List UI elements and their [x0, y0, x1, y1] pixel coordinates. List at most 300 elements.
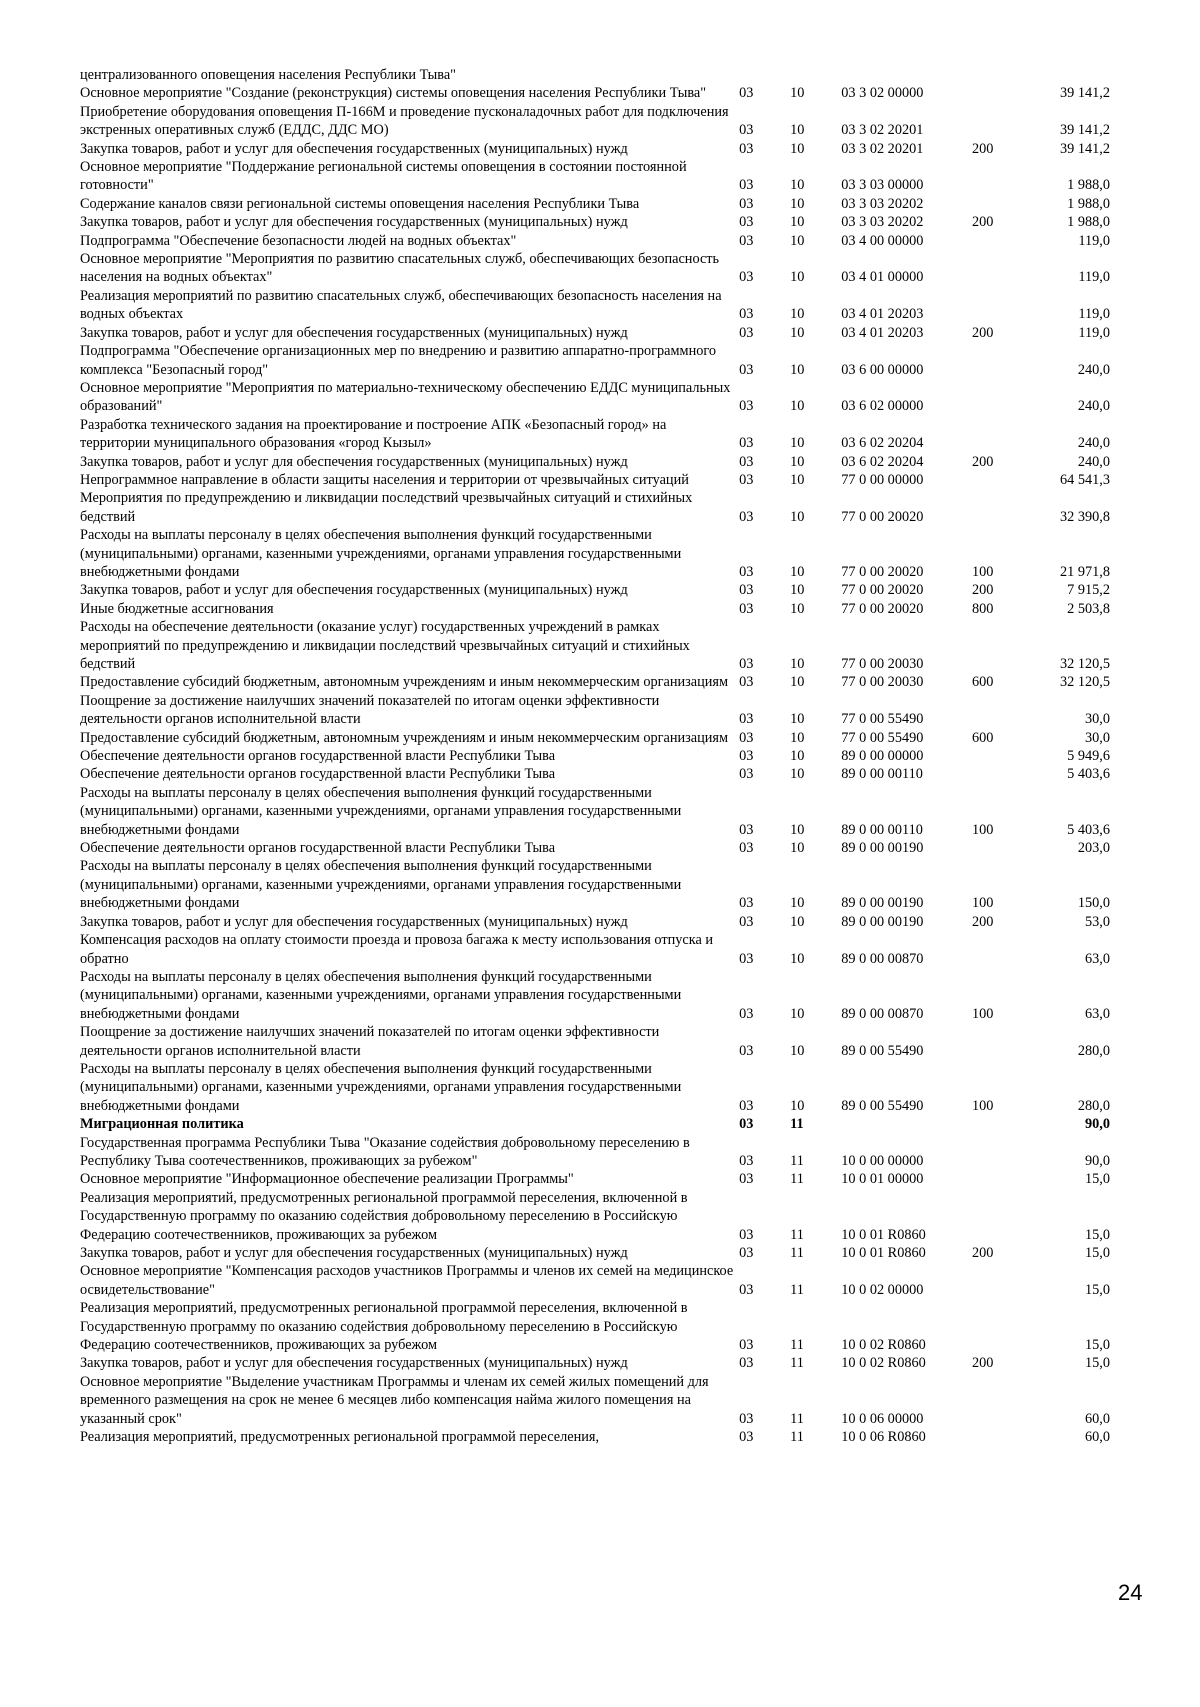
- row-subsection: 10: [790, 600, 805, 617]
- row-target-article: 10 0 06 00000: [841, 1410, 924, 1427]
- row-name: Основное мероприятие "Компенсация расходов участников Программы и членов их семей на медицинское освидетельствование": [80, 1263, 734, 1298]
- row-amount: 240,0: [1077, 398, 1110, 415]
- table-row: [80, 618, 1110, 673]
- row-amount: 15,0: [1084, 1226, 1110, 1243]
- table-row: [80, 600, 1110, 618]
- row-amount: 7 915,2: [1067, 582, 1110, 599]
- table-row: [80, 765, 1110, 783]
- row-subsection: 10: [790, 195, 805, 212]
- row-target-article: 89 0 00 55490: [841, 1097, 924, 1114]
- row-section: 03: [739, 1042, 754, 1059]
- row-section: 03: [739, 582, 754, 599]
- row-target-article: [841, 66, 972, 84]
- row-name: Миграционная политика: [80, 1116, 244, 1133]
- row-section: 03: [739, 950, 754, 967]
- row-name: Закупка товаров, работ и услуг для обеспечения государственных (муниципальных) нужд: [80, 1245, 628, 1261]
- row-subsection: 10: [790, 232, 805, 249]
- row-name: Подпрограмма "Обеспечение безопасности людей на водных объектах": [80, 232, 517, 249]
- row-expense-type: [972, 839, 1028, 857]
- row-amount: 32 390,8: [1059, 508, 1110, 525]
- row-name: Реализация мероприятий по развитию спасательных служб, обеспечивающих безопасность населения на водных объектах: [80, 287, 722, 323]
- row-name: Государственная программа Республики Тыва "Оказание содействия добровольному переселению в Республику Тыва соотечественников, проживающих за рубежом": [80, 1134, 690, 1169]
- row-amount: 280,0: [1077, 1042, 1110, 1059]
- row-subsection: 10: [790, 398, 805, 415]
- row-amount: 15,0: [1084, 1281, 1110, 1298]
- row-subsection: 10: [790, 471, 805, 488]
- row-subsection: 11: [790, 1116, 804, 1133]
- row-subsection: 10: [790, 711, 805, 728]
- row-expense-type: [972, 765, 1028, 783]
- row-target-article: [841, 1115, 972, 1133]
- row-target-article: 77 0 00 20030: [841, 656, 924, 672]
- row-section: 03: [739, 398, 754, 415]
- row-target-article: 03 6 02 00000: [841, 398, 924, 415]
- row-subsection: 10: [790, 85, 805, 102]
- row-subsection: 11: [790, 1226, 804, 1243]
- row-target-article: 89 0 00 00110: [841, 821, 923, 838]
- row-name: Основное мероприятие "Создание (реконструкция) системы оповещения населения Республики Тыва": [80, 85, 707, 102]
- row-subsection: 10: [790, 1097, 805, 1114]
- row-name: Расходы на выплаты персоналу в целях обеспечения выполнения функций государственными (муниципальными) органами, казенными учреждениями, органами управления государственными внебюджетными фондами: [80, 968, 682, 1022]
- row-amount: 1 988,0: [1067, 214, 1110, 231]
- row-subsection: 11: [790, 1152, 804, 1169]
- row-target-article: 03 4 01 20203: [841, 324, 924, 341]
- row-target-article: 03 3 02 20201: [841, 140, 924, 157]
- row-expense-type: [972, 1373, 1028, 1428]
- row-name: централизованного оповещения населения Республики Тыва": [80, 67, 457, 83]
- row-section: 03: [739, 122, 754, 139]
- row-section: 03: [739, 453, 754, 470]
- row-amount: 1 988,0: [1067, 195, 1110, 212]
- row-expense-type: [972, 1115, 1028, 1133]
- row-expense-type: [972, 618, 1028, 673]
- row-target-article: 03 3 02 20201: [841, 122, 924, 139]
- row-target-article: 03 4 00 00000: [841, 232, 924, 249]
- row-target-article: 77 0 00 00000: [841, 471, 924, 488]
- table-row: [80, 581, 1110, 599]
- row-amount: 30,0: [1084, 711, 1110, 728]
- row-target-article: 03 3 03 00000: [841, 177, 924, 194]
- row-amount: 2 503,8: [1067, 600, 1110, 617]
- row-section: 03: [739, 471, 754, 488]
- row-target-article: 03 6 02 20204: [841, 435, 924, 452]
- table-row: [80, 1134, 1110, 1171]
- table-row: [80, 968, 1110, 1023]
- row-section: [739, 66, 790, 84]
- row-section: 03: [739, 1281, 754, 1298]
- row-section: 03: [739, 766, 754, 783]
- row-expense-type: [972, 1170, 1028, 1188]
- row-name: Закупка товаров, работ и услуг для обеспечения государственных (муниципальных) нужд: [80, 582, 628, 599]
- row-section: 03: [739, 140, 754, 157]
- row-name: Предоставление субсидий бюджетным, автономным учреждениям и иным некоммерческим организациям: [80, 729, 729, 746]
- row-subsection: 10: [790, 563, 805, 580]
- row-section: 03: [739, 821, 754, 838]
- row-section: 03: [739, 85, 754, 102]
- row-name: Основное мероприятие "Мероприятия по материально-техническому обеспечению ЕДДС муниципальных образований": [80, 379, 731, 415]
- row-amount: 90,0: [1084, 1152, 1110, 1169]
- row-name: Закупка товаров, работ и услуг для обеспечения государственных (муниципальных) нужд: [80, 913, 628, 930]
- table-row: [80, 1189, 1110, 1244]
- table-row: [80, 526, 1110, 581]
- row-section: 03: [739, 711, 754, 728]
- table-row: [80, 158, 1110, 195]
- row-section: 03: [739, 563, 754, 580]
- row-expense-type: 600: [972, 729, 994, 746]
- row-expense-type: [972, 1189, 1028, 1244]
- row-subsection: 11: [790, 1171, 804, 1188]
- row-target-article: 10 0 06 R0860: [841, 1429, 926, 1446]
- row-expense-type: [972, 747, 1028, 765]
- row-subsection: 10: [790, 1042, 805, 1059]
- row-expense-type: [972, 250, 1028, 287]
- row-target-article: 03 3 03 20202: [841, 214, 924, 231]
- row-section: 03: [739, 232, 754, 249]
- table-row: [80, 342, 1110, 379]
- row-name: Закупка товаров, работ и услуг для обеспечения государственных (муниципальных) нужд: [80, 453, 628, 470]
- table-row: [80, 287, 1110, 324]
- row-expense-type: [972, 287, 1028, 324]
- row-name: Реализация мероприятий, предусмотренных региональной программой переселения,: [80, 1429, 600, 1446]
- row-amount: 39 141,2: [1059, 140, 1110, 157]
- row-name: Расходы на выплаты персоналу в целях обеспечения выполнения функций государственными (муниципальными) органами, казенными учреждениями, органами управления государственными внебюджетными фондами: [80, 1060, 682, 1114]
- row-name: Мероприятия по предупреждению и ликвидации последствий чрезвычайных ситуаций и стихийных бедствий: [80, 490, 693, 525]
- row-subsection: 10: [790, 913, 805, 930]
- row-amount: 119,0: [1078, 306, 1110, 323]
- row-section: 03: [739, 306, 754, 323]
- row-name: Расходы на выплаты персоналу в целях обеспечения выполнения функций государственными (муниципальными) органами, казенными учреждениями, органами управления государственными внебюджетными фондами: [80, 858, 682, 912]
- row-section: 03: [739, 1171, 754, 1188]
- row-name: Обеспечение деятельности органов государственной власти Республики Тыва: [80, 748, 556, 765]
- row-section: 03: [739, 1116, 754, 1133]
- page-number: 24: [1118, 1580, 1143, 1605]
- row-section: 03: [739, 600, 754, 617]
- row-expense-type: 100: [972, 563, 994, 580]
- row-subsection: 10: [790, 177, 805, 194]
- table-row: [80, 1170, 1110, 1188]
- row-target-article: 10 0 01 R0860: [841, 1226, 926, 1243]
- table-row: [80, 1428, 1110, 1446]
- row-target-article: 89 0 00 00190: [841, 895, 924, 912]
- row-expense-type: 200: [972, 1355, 994, 1372]
- row-section: 03: [739, 1226, 754, 1243]
- table-row: [80, 84, 1110, 102]
- table-row: [80, 692, 1110, 729]
- row-expense-type: [972, 1134, 1028, 1171]
- row-amount: 280,0: [1077, 1097, 1110, 1114]
- row-section: 03: [739, 1429, 754, 1446]
- row-amount: 15,0: [1084, 1171, 1110, 1188]
- table-row: [80, 489, 1110, 526]
- row-subsection: 10: [790, 122, 805, 139]
- row-expense-type: [972, 931, 1028, 968]
- row-subsection: 10: [790, 453, 805, 470]
- row-amount: 119,0: [1078, 232, 1110, 249]
- row-expense-type: 100: [972, 895, 994, 912]
- row-section: 03: [739, 508, 754, 525]
- row-name: Реализация мероприятий, предусмотренных региональной программой переселения, включенной в Государственную программу по оказанию содействия добровольному переселению в Российскую Федерацию соотечественников, проживающих за рубежом: [80, 1300, 688, 1354]
- row-target-article: 77 0 00 55490: [841, 711, 924, 728]
- row-amount: 60,0: [1084, 1429, 1110, 1446]
- row-target-article: 03 6 00 00000: [841, 361, 924, 378]
- row-target-article: 89 0 00 00000: [841, 748, 924, 765]
- row-name: Поощрение за достижение наилучших значений показателей по итогам оценки эффективности деятельности органов исполнительной власти: [80, 1024, 660, 1059]
- row-target-article: 77 0 00 20020: [841, 582, 924, 599]
- row-expense-type: 100: [972, 821, 994, 838]
- row-subsection: 10: [790, 508, 805, 525]
- row-expense-type: [972, 692, 1028, 729]
- row-subsection: 10: [790, 821, 805, 838]
- row-name: Непрограммное направление в области защиты населения и территории от чрезвычайных ситуаций: [80, 471, 689, 488]
- row-section: 03: [739, 1097, 754, 1114]
- table-row: [80, 453, 1110, 471]
- table-row: [80, 747, 1110, 765]
- budget-table-body: [80, 66, 1110, 1446]
- row-amount: 15,0: [1084, 1245, 1110, 1261]
- row-section: 03: [739, 269, 754, 286]
- row-amount: 32 120,5: [1059, 656, 1110, 672]
- table-row: [80, 1373, 1110, 1428]
- row-section: 03: [739, 656, 754, 672]
- row-amount: 63,0: [1084, 950, 1110, 967]
- row-amount: 64 541,3: [1059, 471, 1110, 488]
- table-row: [80, 839, 1110, 857]
- row-amount: 63,0: [1084, 1005, 1110, 1022]
- row-target-article: 77 0 00 55490: [841, 729, 924, 746]
- row-subsection: 11: [790, 1337, 804, 1354]
- row-target-article: 10 0 02 R0860: [841, 1355, 926, 1372]
- row-expense-type: 200: [972, 453, 994, 470]
- row-name: Иные бюджетные ассигнования: [80, 600, 274, 617]
- row-amount: 5 949,6: [1067, 748, 1110, 765]
- row-section: 03: [739, 195, 754, 212]
- row-amount: [1028, 66, 1110, 84]
- row-name: Предоставление субсидий бюджетным, автономным учреждениям и иным некоммерческим организациям: [80, 674, 729, 691]
- table-row: [80, 729, 1110, 747]
- row-target-article: 89 0 00 00190: [841, 840, 924, 857]
- row-section: 03: [739, 361, 754, 378]
- row-target-article: 77 0 00 20020: [841, 600, 924, 617]
- row-expense-type: [972, 103, 1028, 140]
- row-expense-type: 800: [972, 600, 994, 617]
- row-name: Поощрение за достижение наилучших значений показателей по итогам оценки эффективности деятельности органов исполнительной власти: [80, 692, 660, 728]
- row-target-article: 89 0 00 00870: [841, 1005, 924, 1022]
- row-target-article: 89 0 00 00870: [841, 950, 924, 967]
- row-name: Содержание каналов связи региональной системы оповещения населения Республики Тыва: [80, 195, 640, 212]
- row-section: 03: [739, 214, 754, 231]
- row-name: Обеспечение деятельности органов государственной власти Республики Тыва: [80, 840, 556, 857]
- row-section: 03: [739, 1355, 754, 1372]
- row-amount: 15,0: [1084, 1337, 1110, 1354]
- row-section: 03: [739, 913, 754, 930]
- row-subsection: 10: [790, 140, 805, 157]
- row-name: Закупка товаров, работ и услуг для обеспечения государственных (муниципальных) нужд: [80, 140, 628, 157]
- table-row: [80, 416, 1110, 453]
- row-section: 03: [739, 840, 754, 857]
- row-expense-type: 200: [972, 140, 994, 157]
- row-expense-type: 200: [972, 214, 994, 231]
- table-row: [80, 1262, 1110, 1299]
- table-row: [80, 857, 1110, 912]
- row-amount: 39 141,2: [1059, 85, 1110, 102]
- table-row: [80, 1060, 1110, 1115]
- row-amount: 53,0: [1084, 913, 1110, 930]
- row-name: Реализация мероприятий, предусмотренных региональной программой переселения, включенной в Государственную программу по оказанию содействия добровольному переселению в Российскую Федерацию соотечественников, проживающих за рубежом: [80, 1189, 688, 1243]
- table-row: [80, 913, 1110, 931]
- row-subsection: 11: [790, 1281, 804, 1298]
- row-target-article: 10 0 02 00000: [841, 1281, 924, 1298]
- table-row: [80, 66, 1110, 84]
- row-target-article: 77 0 00 20020: [841, 563, 924, 580]
- row-subsection: 10: [790, 435, 805, 452]
- row-subsection: 10: [790, 582, 805, 599]
- row-subsection: 11: [790, 1429, 804, 1446]
- row-subsection: 10: [790, 748, 805, 765]
- row-expense-type: 200: [972, 324, 994, 341]
- table-row: [80, 324, 1110, 342]
- row-section: 03: [739, 674, 754, 691]
- row-target-article: 89 0 00 00110: [841, 766, 923, 783]
- row-expense-type: [972, 1023, 1028, 1060]
- table-row: [80, 213, 1110, 231]
- row-expense-type: 100: [972, 1097, 994, 1114]
- table-row: [80, 931, 1110, 968]
- row-subsection: 10: [790, 306, 805, 323]
- row-target-article: 10 0 01 00000: [841, 1171, 924, 1188]
- row-name: Компенсация расходов на оплату стоимости проезда и провоза багажа к месту использования отпуска и обратно: [80, 932, 714, 967]
- row-name: Расходы на выплаты персоналу в целях обеспечения выполнения функций государственными (муниципальными) органами, казенными учреждениями, органами управления государственными внебюджетными фондами: [80, 527, 682, 580]
- row-section: 03: [739, 1005, 754, 1022]
- row-subsection: 11: [790, 1410, 804, 1427]
- row-expense-type: [972, 416, 1028, 453]
- row-amount: 150,0: [1077, 895, 1110, 912]
- row-amount: 5 403,6: [1067, 821, 1110, 838]
- row-target-article: 03 4 01 20203: [841, 306, 924, 323]
- table-row: [80, 784, 1110, 839]
- row-amount: 39 141,2: [1059, 122, 1110, 139]
- row-section: 03: [739, 1337, 754, 1354]
- row-expense-type: [972, 379, 1028, 416]
- table-row: [80, 232, 1110, 250]
- row-name: Обеспечение деятельности органов государственной власти Республики Тыва: [80, 766, 556, 783]
- row-expense-type: 200: [972, 582, 994, 599]
- row-expense-type: [972, 66, 1028, 84]
- row-name: Закупка товаров, работ и услуг для обеспечения государственных (муниципальных) нужд: [80, 324, 628, 341]
- row-section: 03: [739, 748, 754, 765]
- table-row: [80, 140, 1110, 158]
- row-name: Расходы на обеспечение деятельности (оказание услуг) государственных учреждений в рамках мероприятий по предупреждению и ликвидации последствий чрезвычайных ситуаций и стихийных бедствий: [80, 619, 690, 672]
- row-name: Подпрограмма "Обеспечение организационных мер по внедрению и развитию аппаратно-программного комплекса "Безопасный город": [80, 343, 717, 378]
- row-section: 03: [739, 1152, 754, 1169]
- row-subsection: 10: [790, 674, 805, 691]
- row-amount: 240,0: [1077, 361, 1110, 378]
- budget-table: [80, 66, 1110, 1446]
- table-row: [80, 1115, 1110, 1133]
- row-section: 03: [739, 324, 754, 341]
- row-subsection: 11: [790, 1355, 804, 1372]
- row-subsection: 10: [790, 766, 805, 783]
- row-expense-type: [972, 158, 1028, 195]
- row-amount: 90,0: [1084, 1116, 1110, 1133]
- row-expense-type: [972, 1299, 1028, 1354]
- row-amount: 15,0: [1084, 1355, 1110, 1372]
- row-target-article: 03 4 01 00000: [841, 269, 924, 286]
- row-expense-type: 200: [972, 1245, 994, 1261]
- row-target-article: 89 0 00 55490: [841, 1042, 924, 1059]
- row-amount: 203,0: [1077, 840, 1110, 857]
- table-row: [80, 1354, 1110, 1372]
- row-subsection: 10: [790, 361, 805, 378]
- row-name: Приобретение оборудования оповещения П-166М и проведение пусконаладочных работ для подключения экстренных оперативных служб (ЕДДС, ДДС МО): [80, 103, 729, 139]
- row-name: Закупка товаров, работ и услуг для обеспечения государственных (муниципальных) нужд: [80, 1355, 628, 1372]
- table-row: [80, 103, 1110, 140]
- row-subsection: 11: [790, 1245, 804, 1261]
- table-row: [80, 195, 1110, 213]
- row-target-article: 10 0 00 00000: [841, 1152, 924, 1169]
- row-subsection: 10: [790, 729, 805, 746]
- row-target-article: 03 6 02 20204: [841, 453, 924, 470]
- row-amount: 5 403,6: [1067, 766, 1110, 783]
- table-row: [80, 250, 1110, 287]
- row-target-article: 10 0 02 R0860: [841, 1337, 926, 1354]
- table-row: [80, 379, 1110, 416]
- row-amount: 119,0: [1078, 324, 1110, 341]
- row-expense-type: 600: [972, 674, 994, 691]
- row-subsection: 10: [790, 269, 805, 286]
- row-expense-type: [972, 471, 1028, 489]
- row-subsection: 10: [790, 324, 805, 341]
- row-name: Основное мероприятие "Выделение участникам Программы и членам их семей жилых помещений для временного размещения на срок не менее 6 месяцев либо компенсация найма жилого помещения на указанный срок": [80, 1373, 709, 1427]
- row-section: 03: [739, 177, 754, 194]
- row-name: Разработка технического задания на проектирование и построение АПК «Безопасный город» на территории муниципального образования «город Кызыл»: [80, 416, 667, 452]
- row-subsection: 10: [790, 840, 805, 857]
- row-subsection: 10: [790, 214, 805, 231]
- row-amount: 119,0: [1078, 269, 1110, 286]
- row-amount: 240,0: [1077, 453, 1110, 470]
- row-name: Закупка товаров, работ и услуг для обеспечения государственных (муниципальных) нужд: [80, 214, 628, 231]
- row-expense-type: [972, 195, 1028, 213]
- row-target-article: 77 0 00 20020: [841, 508, 924, 525]
- row-expense-type: [972, 1428, 1028, 1446]
- row-section: 03: [739, 729, 754, 746]
- row-name: Основное мероприятие "Информационное обеспечение реализации Программы": [80, 1171, 574, 1188]
- row-expense-type: [972, 232, 1028, 250]
- row-subsection: [790, 66, 841, 84]
- row-amount: 30,0: [1084, 729, 1110, 746]
- row-expense-type: 100: [972, 1005, 994, 1022]
- row-subsection: 10: [790, 950, 805, 967]
- row-expense-type: 200: [972, 913, 994, 930]
- row-name: Основное мероприятие "Мероприятия по развитию спасательных служб, обеспечивающих безопасность населения на водных объектах": [80, 251, 720, 286]
- row-amount: 32 120,5: [1059, 674, 1110, 691]
- row-amount: 240,0: [1077, 435, 1110, 452]
- table-row: [80, 1023, 1110, 1060]
- row-expense-type: [972, 489, 1028, 526]
- row-expense-type: [972, 342, 1028, 379]
- row-subsection: 10: [790, 656, 805, 672]
- row-name: Расходы на выплаты персоналу в целях обеспечения выполнения функций государственными (муниципальными) органами, казенными учреждениями, органами управления государственными внебюджетными фондами: [80, 784, 682, 838]
- row-section: 03: [739, 1410, 754, 1427]
- row-section: 03: [739, 435, 754, 452]
- row-amount: 1 988,0: [1067, 177, 1110, 194]
- row-amount: 60,0: [1084, 1410, 1110, 1427]
- row-target-article: 77 0 00 20030: [841, 674, 924, 691]
- row-target-article: 03 3 03 20202: [841, 195, 924, 212]
- table-row: [80, 471, 1110, 489]
- table-row: [80, 1299, 1110, 1354]
- table-row: [80, 1244, 1110, 1262]
- row-target-article: 10 0 01 R0860: [841, 1245, 926, 1261]
